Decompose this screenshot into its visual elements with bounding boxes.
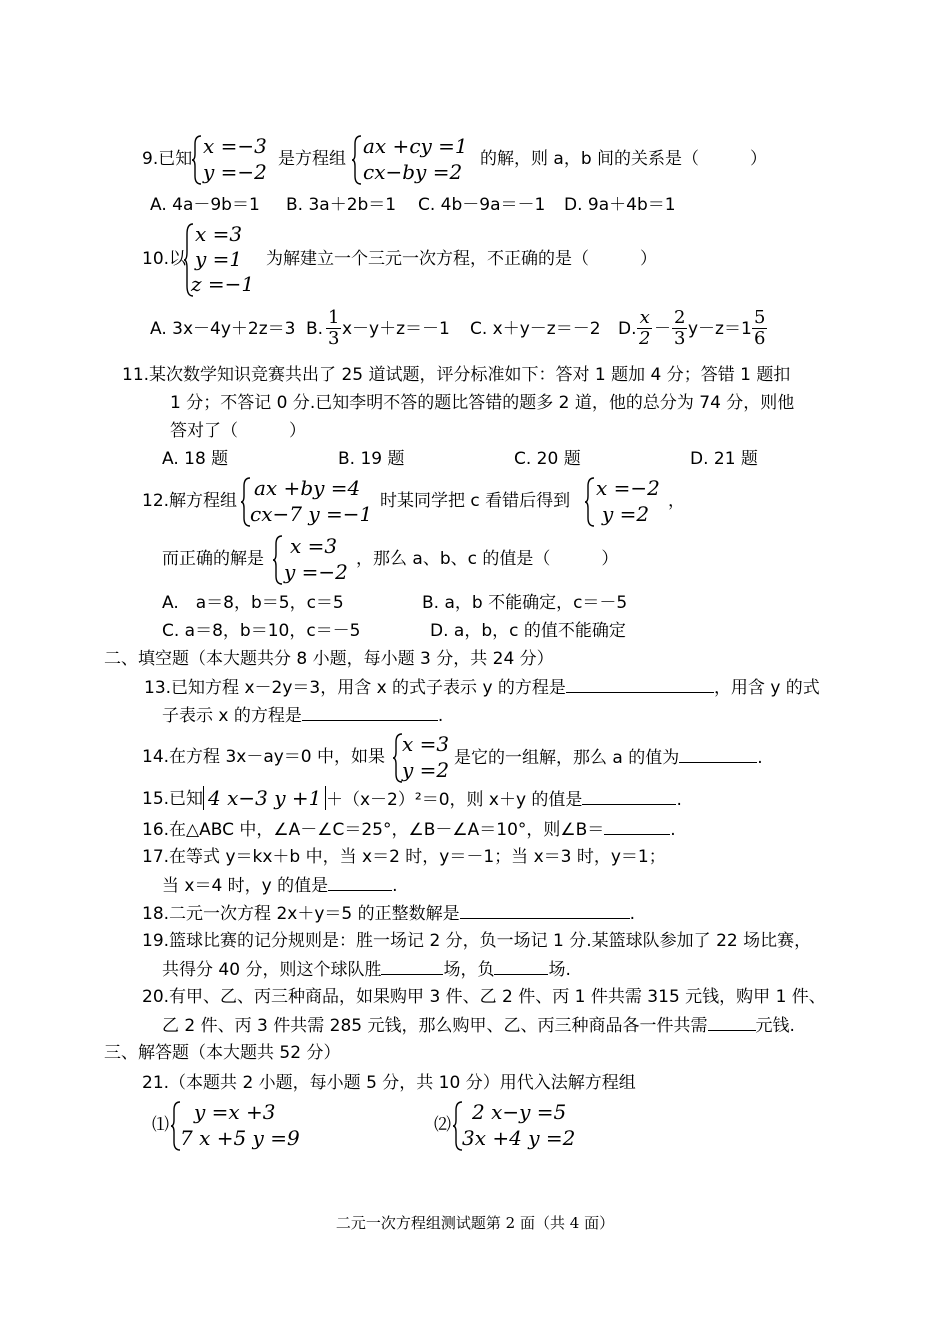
frac-den: 6 (754, 328, 766, 349)
frac-num: x (637, 308, 652, 329)
q21-part1-eq2: 7 x +5 y =9 (180, 1126, 300, 1150)
q17-line1: 17.在等式 y＝kx＋b 中，当 x＝2 时，y＝－1；当 x＝3 时，y＝1； (142, 847, 666, 867)
q19-line2-text: 共得分 40 分，则这个球队胜 (162, 960, 382, 980)
q10-suffix: 为解建立一个三元一次方程，不正确的是（ ） (266, 249, 657, 269)
q12-right-solution (272, 534, 352, 586)
section-3-heading: 三、解答题（本大题共 52 分） (104, 1043, 341, 1063)
q10-sol-y: y =1 (195, 247, 243, 271)
q9-option-b: B. 3a＋2b＝1 (286, 195, 397, 215)
q19-losses-blank[interactable] (494, 958, 548, 975)
q21-part2-eq2: 3x +4 y =2 (462, 1126, 576, 1150)
q12-equation-system (240, 476, 380, 528)
page-footer: 二元一次方程组测试题第 2 面（共 4 面） (335, 1214, 615, 1232)
q12-right-x: x =3 (290, 534, 338, 558)
brace-icon (272, 534, 284, 586)
q14-sol-y: y =2 (402, 758, 450, 782)
q16-end: . (670, 820, 676, 840)
q13-line2-tail: . (437, 706, 444, 726)
q13-line2-text: 子表示 x 的方程是 (162, 706, 302, 726)
q11-option-a: A. 18 题 (162, 449, 229, 469)
q10-fraction-one-third (326, 308, 341, 349)
q10-option-a: A. 3x－4y＋2z＝3 (150, 319, 296, 339)
q10-prefix: 10.以 (142, 249, 187, 269)
q10-fraction-two-thirds (672, 308, 687, 349)
frac-num: 2 (674, 307, 686, 328)
q20-line2-end: 元钱. (755, 1016, 795, 1036)
q13-line1-tail: ，用含 y 的式 (713, 678, 820, 698)
q21-part2-eq1: 2 x−y =5 (472, 1100, 567, 1124)
q12-option-b: B. a，b 不能确定，c＝－5 (422, 593, 628, 613)
q10-option-d-rest: y－z＝1 (688, 319, 752, 339)
q13-answer-blank-2[interactable] (302, 704, 438, 721)
q10-option-b-rest: x－y＋z＝－1 (342, 319, 450, 339)
q19-line2 (162, 958, 571, 981)
q21-intro: 21.（本题共 2 小题，每小题 5 分，共 10 分）用代入法解方程组 (142, 1073, 636, 1093)
q11-option-c: C. 20 题 (514, 449, 581, 469)
q10-option-d-minus: － (654, 319, 671, 339)
q9-sol-y: y =−2 (203, 160, 267, 184)
q20-line2-text: 乙 2 件、丙 3 件共需 285 元钱，那么购甲、乙、丙三种商品各一件共需 (162, 1016, 708, 1036)
q21-part1-system (170, 1100, 310, 1152)
q21-part2-system (452, 1100, 592, 1152)
q10-option-c: C. x＋y－z＝－2 (470, 319, 601, 339)
q18-text: 18.二元一次方程 2x＋y＝5 的正整数解是 (142, 904, 460, 924)
q12-option-c: C. a＝8，b＝10，c＝－5 (162, 621, 361, 641)
q13-line1-text: 13.已知方程 x－2y＝3，用含 x 的式子表示 y 的方程是 (144, 678, 566, 698)
q16-text: 16.在△ABC 中，∠A－∠C＝25°，∠B－∠A＝10°，则∠B＝ (142, 820, 605, 840)
q14-sol-x: x =3 (402, 732, 450, 756)
q20-line2 (162, 1014, 795, 1037)
q9-option-a: A. 4a－9b＝1 (150, 195, 260, 215)
q13-line2 (162, 704, 443, 727)
q12-eq1: ax +by =4 (254, 476, 361, 500)
q9-equation-system (351, 134, 481, 186)
frac-den: 3 (674, 328, 686, 349)
q19-wins-blank[interactable] (381, 958, 443, 975)
q12-wrong-x: x =−2 (596, 476, 660, 500)
q11-line3: 答对了（ ） (170, 421, 306, 441)
q19-line2-end: 场. (548, 960, 571, 980)
q15-prefix: 15.已知 (142, 789, 204, 809)
q17-end: . (392, 876, 398, 896)
q9-mid: 是方程组 (278, 149, 346, 169)
q18-end: . (629, 904, 636, 924)
q9-eq2: cx−by =2 (363, 160, 463, 184)
q12-option-a: A. a＝8，b＝5，c＝5 (162, 593, 344, 613)
q11-option-b: B. 19 题 (338, 449, 405, 469)
q10-option-d-label: D. (618, 319, 637, 339)
q9-sol-x: x =−3 (203, 134, 267, 158)
brace-icon (584, 476, 596, 528)
q17-line2-text: 当 x＝4 时，y 的值是 (162, 876, 329, 896)
q12-line2-prefix: 而正确的解是 (162, 549, 264, 569)
q11-line2: 1 分；不答记 0 分.已知李明不答的题比答错的题多 2 道，他的总分为 74 分，则他 (170, 393, 795, 413)
q10-fraction-x-half (637, 308, 652, 349)
q14-answer-blank[interactable] (679, 746, 757, 763)
section-2-heading: 二、填空题（本大题共分 8 小题，每小题 3 分，共 24 分） (104, 649, 554, 669)
q10-sol-z: z =−1 (191, 272, 255, 296)
q12-eq2: cx−7 y =−1 (250, 502, 373, 526)
q20-answer-blank[interactable] (708, 1014, 756, 1031)
q19-line1: 19.篮球比赛的记分规则是：胜一场记 2 分，负一场记 1 分.某篮球队参加了 22 场比赛， (142, 931, 812, 951)
q15-answer-blank[interactable] (582, 788, 676, 805)
q21-part1-eq1: y =x +3 (194, 1100, 276, 1124)
frac-den: 3 (328, 328, 340, 349)
q15-line (326, 788, 682, 811)
q9-option-c: C. 4b－9a＝－1 (418, 195, 546, 215)
q16-answer-blank[interactable] (604, 818, 670, 835)
q21-part2-label: ⑵ (434, 1115, 451, 1135)
q10-fraction-five-sixths (752, 308, 767, 349)
q9-eq1: ax +cy =1 (363, 134, 468, 158)
brace-icon (351, 134, 363, 186)
q9-solution-system (191, 134, 281, 186)
q21-part1-label: ⑴ (152, 1115, 169, 1135)
q17-answer-blank[interactable] (328, 874, 392, 891)
q9-prefix: 9.已知 (142, 149, 193, 169)
q12-mid: 时某同学把 c 看错后得到 (380, 491, 571, 511)
q10-option-b-label: B. (306, 319, 324, 339)
brace-icon (191, 134, 203, 186)
q20-line1: 20.有甲、乙、丙三种商品，如果购甲 3 件、乙 2 件、丙 1 件共需 315 元钱，购甲 1 件、 (142, 987, 826, 1007)
q12-line2-suffix: ，那么 a、b、c 的值是（ ） (356, 549, 619, 569)
q12-option-d: D. a，b，c 的值不能确定 (430, 621, 626, 641)
frac-num: 5 (754, 307, 766, 328)
q15-absolute-value: 4 x−3 y +1 (203, 786, 326, 810)
q18-answer-blank[interactable] (460, 902, 630, 919)
q13-line1 (144, 676, 820, 699)
q14-suffix: 是它的一组解，那么 a 的值为 (454, 748, 680, 768)
q12-wrong-solution (584, 476, 664, 528)
q14-prefix: 14.在方程 3x－ay＝0 中，如果 (142, 747, 386, 767)
q9-option-d: D. 9a＋4b＝1 (564, 195, 676, 215)
q16-line (142, 818, 676, 841)
q10-sol-x: x =3 (195, 222, 243, 246)
q12-prefix: 12.解方程组 (142, 491, 238, 511)
q13-answer-blank-1[interactable] (566, 676, 714, 693)
q9-suffix: 的解，则 a，b 间的关系是（ ） (480, 149, 768, 169)
frac-num: 1 (328, 307, 340, 328)
q14-end: . (757, 748, 763, 768)
q12-comma: ， (668, 491, 685, 511)
q15-rest: ＋（x－2）²＝0，则 x＋y 的值是 (326, 790, 583, 810)
q14-solution-system (392, 732, 456, 784)
q10-solution-system (183, 222, 263, 298)
frac-den: 2 (639, 328, 651, 349)
q14-line (454, 746, 763, 769)
q19-line2-mid: 场，负 (443, 960, 495, 980)
q15-end: . (676, 790, 682, 810)
q17-line2 (162, 874, 398, 897)
q18-line (142, 902, 635, 925)
q12-right-y: y =−2 (284, 560, 348, 584)
q11-line1: 11.某次数学知识竞赛共出了 25 道试题，评分标准如下：答对 1 题加 4 分；答错 1 题扣 (122, 365, 791, 385)
q11-option-d: D. 21 题 (690, 449, 758, 469)
q12-wrong-y: y =2 (602, 502, 650, 526)
